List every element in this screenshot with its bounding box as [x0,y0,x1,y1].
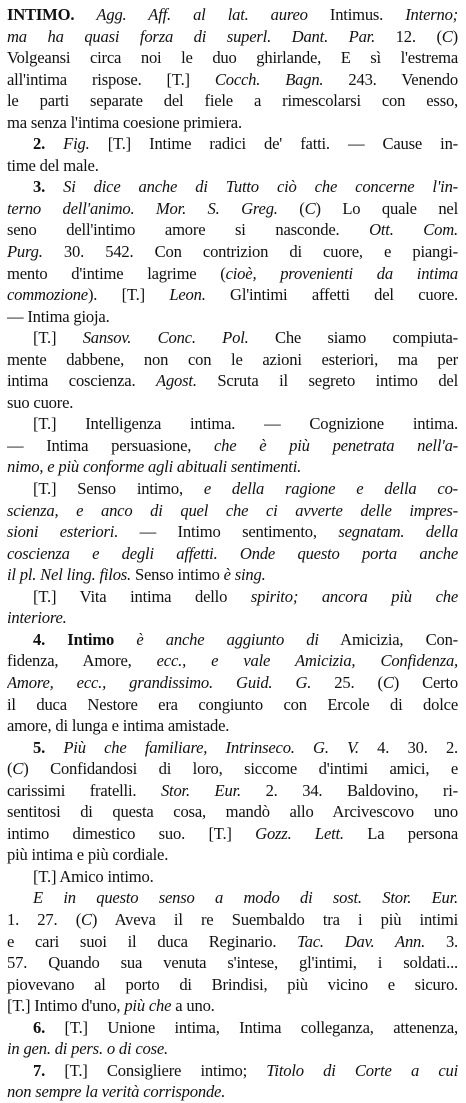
entry-line: 7. [T.] Consigliere intimo; Titolo di Corte a cui [33,1060,458,1080]
entry-line: coscienza e degli affetti. Onde questo porta anche [7,543,458,563]
entry-line: carissimi fratelli. Stor. Eur. 2. 34. Baldovino, ri- [7,780,458,800]
entry-line: Amore, ecc., grandissimo. Guid. G. 25. (C) Certo [7,672,458,692]
entry-line: piovevano al porto di Brindisi, più vicino e sicuro. [7,974,458,994]
entry-line: seno dell'intimo amore si nasconde. Ott. Com. [7,220,458,240]
entry-line: 5. Più che familiare, Intrinseco. G. V. 4. 30. 2. [33,737,458,757]
entry-line: interiore. [7,608,67,628]
entry-line: il pl. Nel ling. filos. Senso intimo è sing. [7,565,266,585]
entry-line: e cari suoi il duca Reginario. Tac. Dav. Ann. 3. [7,931,458,951]
entry-line: all'intima rispose. [T.] Cocch. Bagn. 243. Venendo [7,69,458,89]
entry-line: scienza, e anco di quel che ci avverte delle impres- [7,500,458,520]
entry-line: in gen. di pers. o di cose. [7,1039,168,1059]
entry-line: amore, di lunga e intima amistade. [7,716,230,736]
entry-line: sioni esteriori. — Intimo sentimento, segnatam. della [7,522,458,542]
entry-line: 4. Intimo è anche aggiunto di Amicizia, Con- [33,629,458,649]
entry-line: [T.] Senso intimo, e della ragione e della co- [33,479,458,499]
entry-line: 1. 27. (C) Aveva il re Suembaldo tra i più intimi [7,909,458,929]
entry-line: [T.] Sansov. Conc. Pol. Che siamo compiuta- [33,328,458,348]
entry-line: nimo, e più conforme agli abituali sentimenti. [7,457,302,477]
entry-line: intimo dimestico suo. [T.] Gozz. Lett. La persona [7,823,458,843]
entry-line: [T.] Amico intimo. [33,866,154,886]
entry-line: 6. [T.] Unione intima, Intima colleganza, attenenza, [33,1017,458,1037]
entry-line: — Intima gioja. [7,306,110,326]
entry-line: le parti separate del fiele a rimescolarsi con esso, [7,91,458,111]
entry-line: (C) Confidandosi di loro, siccome d'intimi amici, e [7,759,458,779]
entry-line: sentitosi di questa cosa, mandò allo Arcivescovo uno [7,802,458,822]
entry-line: terno dell'animo. Mor. S. Greg. (C) Lo quale nel [7,198,458,218]
entry-line: [T.] Intelligenza intima. — Cognizione intima. [33,414,458,434]
entry-line: INTIMO. Agg. Aff. al lat. aureo Intimus. Interno; [7,5,458,24]
entry-line: mento d'intime lagrime (cioè, provenienti da intima [7,263,458,283]
entry-line: intima coscienza. Agost. Scruta il segreto intimo del [7,371,458,391]
entry-line: il duca Nestore era congiunto con Ercole di dolce [7,694,458,714]
entry-line: più intima e più cordiale. [7,845,169,865]
entry-line: commozione). [T.] Leon. Gl'intimi affetti del cuore. [7,285,458,305]
entry-line: fidenza, Amore, ecc., e vale Amicizia, Confidenza, [7,651,458,671]
entry-line: time del male. [7,155,99,175]
entry-line: — Intima persuasione, che è più penetrata nell'a- [7,435,458,455]
entry-line: [T.] Intimo d'uno, più che a uno. [7,996,215,1016]
entry-line: Volgeansi circa noi le duo ghirlande, E sì l'estrema [7,48,458,68]
entry-line: Purg. 30. 542. Con contrizion di cuore, e piangi- [7,242,458,262]
entry-line: 57. Quando sua venuta s'intese, gl'intimi, i soldati... [7,953,458,973]
entry-line: 3. Si dice anche di Tutto ciò che concerne l'in- [33,177,458,197]
entry-line: 2. Fig. [T.] Intime radici de' fatti. — Cause in- [33,134,458,154]
entry-line: ma senza l'intima coesione primiera. [7,112,242,132]
entry-line: [T.] Vita intima dello spirito; ancora più che [33,586,458,606]
entry-line: suo cuore. [7,392,74,412]
entry-line: E in questo senso a modo di sost. Stor. Eur. [33,888,458,908]
entry-line: ma ha quasi forza di superl. Dant. Par. 12. (C) [7,26,458,46]
entry-line: non sempre la verità corrisponde. [7,1082,226,1102]
entry-line: mente dabbene, non con le azioni esteriori, ma per [7,349,458,369]
